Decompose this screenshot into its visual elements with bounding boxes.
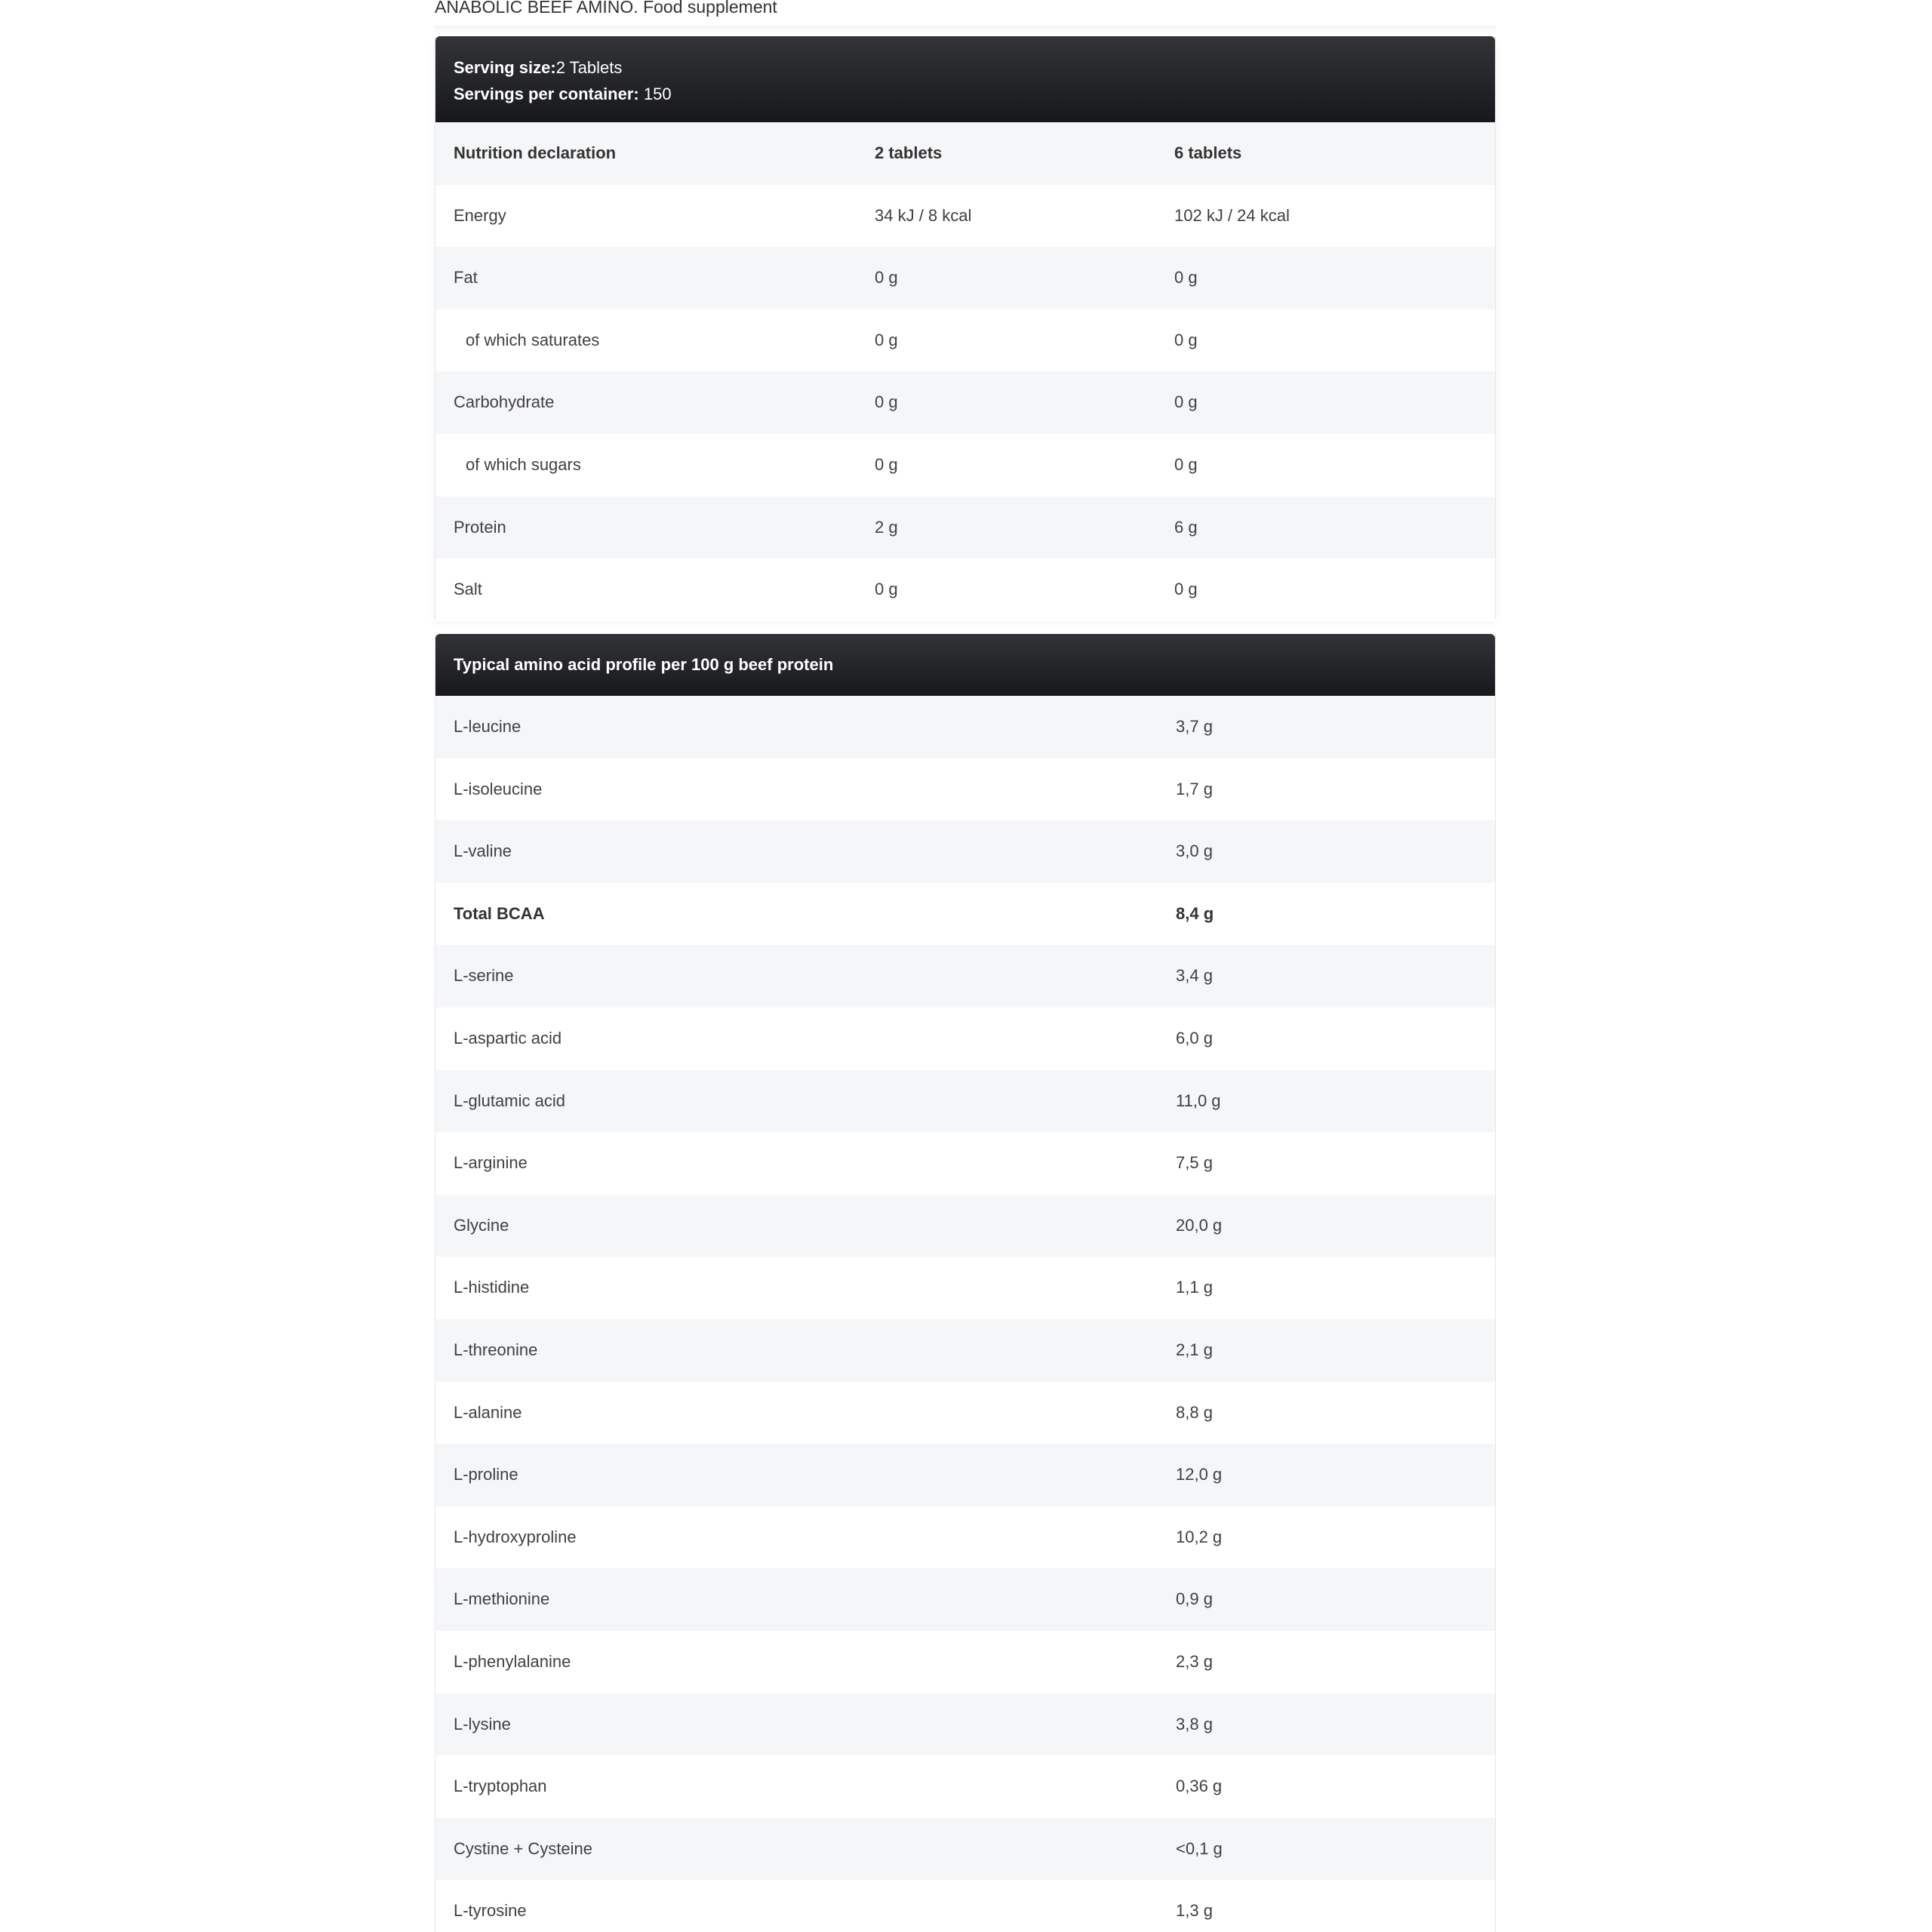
table-row <box>435 497 1495 559</box>
serving-size-value: 2 Tablets <box>555 58 623 77</box>
row-label: L-histidine <box>454 1278 530 1297</box>
row-label: L-aspartic acid <box>454 1028 562 1048</box>
row-label: L-alanine <box>454 1402 522 1422</box>
row-value-6-tablets: 0 g <box>1174 580 1198 599</box>
amino-table-title: Typical amino acid profile per 100 g beef protein <box>454 655 834 674</box>
row-value: 3,7 g <box>1176 717 1213 736</box>
row-label: of which saturates <box>466 330 600 349</box>
table-row <box>435 185 1495 248</box>
row-label: Energy <box>454 205 506 225</box>
row-value-2-tablets: 0 g <box>875 268 898 288</box>
row-value-6-tablets: 0 g <box>1174 392 1198 412</box>
serving-size-label: Serving size: <box>454 58 556 77</box>
table-row <box>435 558 1495 621</box>
row-value: 0,9 g <box>1176 1589 1213 1609</box>
row-value: 1,1 g <box>1176 1278 1213 1297</box>
nutrition-header-row <box>435 122 1495 185</box>
table-row <box>435 1568 1495 1631</box>
row-label: L-leucine <box>454 717 521 736</box>
table-row <box>435 1257 1495 1319</box>
row-value: 8,8 g <box>1176 1402 1213 1422</box>
table-row <box>435 1755 1495 1818</box>
row-value: 1,7 g <box>1176 779 1213 798</box>
row-label: L-proline <box>454 1465 518 1484</box>
amino-header <box>435 634 1495 696</box>
row-label: Carbohydrate <box>454 392 555 412</box>
serving-size <box>454 54 1495 81</box>
row-label: Glycine <box>454 1215 509 1235</box>
row-label: Total BCAA <box>454 903 545 923</box>
table-row <box>435 1382 1495 1444</box>
row-label: Fat <box>454 268 478 288</box>
row-label: L-glutamic acid <box>454 1091 565 1110</box>
row-label: L-phenylalanine <box>454 1651 571 1671</box>
row-value: <0,1 g <box>1176 1838 1223 1858</box>
row-value: 6,0 g <box>1176 1028 1213 1048</box>
row-value-2-tablets: 0 g <box>875 454 898 474</box>
row-value-6-tablets: 0 g <box>1174 268 1198 288</box>
table-row <box>435 371 1495 434</box>
row-value-6-tablets: 0 g <box>1174 454 1198 474</box>
table-row <box>435 1506 1495 1569</box>
row-label: L-isoleucine <box>454 779 543 798</box>
servings-per-container-value: 150 <box>638 85 672 103</box>
row-value: 3,8 g <box>1176 1714 1213 1734</box>
column-header-2-tablets: 2 tablets <box>875 143 943 162</box>
row-value: 8,4 g <box>1176 903 1214 923</box>
row-value: 10,2 g <box>1176 1527 1223 1546</box>
row-value: 11,0 g <box>1176 1091 1221 1110</box>
row-label: Cystine + Cysteine <box>454 1838 593 1858</box>
row-value: 3,4 g <box>1176 966 1213 986</box>
row-value-2-tablets: 34 kJ / 8 kcal <box>875 205 972 225</box>
row-label: of which sugars <box>466 454 581 474</box>
row-value-2-tablets: 2 g <box>875 517 898 537</box>
table-row <box>435 1319 1495 1382</box>
amino-acid-table <box>435 634 1496 1932</box>
table-row <box>435 247 1495 309</box>
nutrition-table <box>435 36 1496 619</box>
row-label: L-tryptophan <box>454 1777 547 1796</box>
row-label: L-threonine <box>454 1340 538 1359</box>
table-row <box>435 1444 1495 1506</box>
row-value-2-tablets: 0 g <box>875 330 898 349</box>
table-row <box>435 1070 1495 1133</box>
table-row <box>435 1195 1495 1257</box>
row-value: 2,3 g <box>1176 1651 1213 1671</box>
table-row <box>435 1818 1495 1881</box>
table-row <box>435 945 1495 1008</box>
row-label: L-lysine <box>454 1714 511 1734</box>
column-header-nutrition: Nutrition declaration <box>454 143 617 162</box>
table-row <box>435 1132 1495 1195</box>
row-label: L-hydroxyproline <box>454 1527 577 1546</box>
row-value-2-tablets: 0 g <box>875 580 898 599</box>
row-value: 0,36 g <box>1176 1777 1223 1796</box>
table-row <box>435 309 1495 372</box>
table-row <box>435 1008 1495 1070</box>
row-label: L-tyrosine <box>454 1901 527 1921</box>
row-label: L-valine <box>454 841 512 861</box>
servings-per-container <box>454 81 1495 107</box>
table-row <box>435 696 1495 758</box>
row-value-6-tablets: 0 g <box>1174 330 1198 349</box>
divider <box>435 26 1496 35</box>
row-label: Protein <box>454 517 506 537</box>
row-label: L-methionine <box>454 1589 550 1609</box>
row-value-6-tablets: 6 g <box>1174 517 1198 537</box>
row-value: 3,0 g <box>1176 841 1213 861</box>
row-label: Salt <box>454 580 482 599</box>
row-value-2-tablets: 0 g <box>875 392 898 412</box>
table-row <box>435 820 1495 883</box>
row-value: 2,1 g <box>1176 1340 1213 1359</box>
table-row <box>435 434 1495 497</box>
table-row <box>435 1631 1495 1694</box>
servings-per-container-label: Servings per container: <box>454 85 639 103</box>
row-label: L-arginine <box>454 1153 528 1173</box>
row-value: 12,0 g <box>1176 1465 1223 1484</box>
column-header-6-tablets: 6 tablets <box>1174 143 1242 162</box>
row-value: 7,5 g <box>1176 1153 1213 1173</box>
table-row <box>435 758 1495 821</box>
row-value-6-tablets: 102 kJ / 24 kcal <box>1174 205 1290 225</box>
table-row <box>435 1694 1495 1756</box>
table-row <box>435 1880 1495 1932</box>
row-value: 1,3 g <box>1176 1901 1213 1921</box>
row-value: 20,0 g <box>1176 1215 1223 1235</box>
row-label: L-serine <box>454 966 514 986</box>
table-row <box>435 883 1495 946</box>
product-title: ANABOLIC BEEF AMINO. Food supplement <box>435 0 777 17</box>
serving-header <box>435 36 1495 122</box>
